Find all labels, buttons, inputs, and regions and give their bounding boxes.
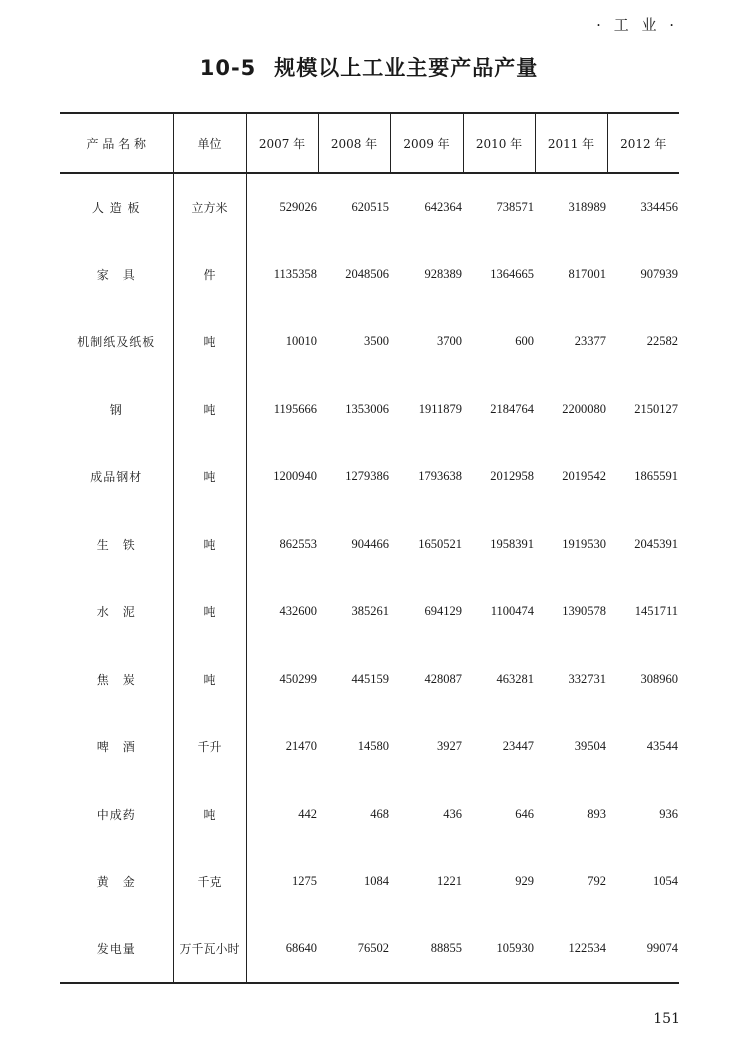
unit-cell: 千克	[173, 848, 246, 916]
table-title-text: 规模以上工业主要产品产量	[274, 56, 539, 80]
product-name-cell: 生 铁	[96, 537, 136, 552]
value-cell: 450299	[279, 671, 317, 686]
value-cell: 463281	[496, 671, 534, 686]
value-cell: 1865591	[634, 469, 678, 484]
value-cell: 1084	[364, 874, 389, 889]
header-unit: 单位	[173, 113, 246, 173]
value-cell: 385261	[351, 604, 389, 619]
value-cell: 1364665	[490, 266, 534, 281]
value-cell: 2019542	[562, 469, 606, 484]
header-year: 2011 年	[535, 113, 607, 173]
unit-cell: 吨	[173, 578, 246, 646]
value-cell: 929	[515, 874, 534, 889]
product-name-cell: 黄 金	[96, 875, 136, 890]
value-cell: 2045391	[634, 536, 678, 551]
value-cell: 646	[515, 806, 534, 821]
value-cell: 105930	[463, 916, 535, 984]
header-year: 2009 年	[390, 113, 463, 173]
value-cell: 2200080	[562, 401, 606, 416]
table-row	[60, 781, 679, 849]
value-cell: 39504	[574, 739, 606, 754]
unit-cell: 万千瓦小时	[173, 916, 246, 984]
value-cell: 928389	[424, 266, 462, 281]
value-cell: 428087	[424, 671, 462, 686]
value-cell: 76502	[318, 916, 390, 984]
value-cell: 1054	[653, 874, 678, 889]
value-cell: 23447	[502, 739, 534, 754]
value-cell: 308960	[640, 671, 678, 686]
product-name-cell: 发电量	[60, 916, 173, 984]
table-row	[60, 511, 679, 579]
value-cell: 3500	[364, 334, 389, 349]
value-cell: 68640	[246, 916, 318, 984]
product-name-cell: 水 泥	[96, 605, 136, 620]
table-title	[0, 52, 738, 82]
product-name-cell: 人 造 板	[91, 200, 141, 215]
value-cell: 600	[515, 334, 534, 349]
value-cell: 862553	[279, 536, 317, 551]
header-year: 2007 年	[246, 113, 318, 173]
table-row	[60, 646, 679, 714]
value-cell: 893	[587, 806, 606, 821]
unit-cell: 吨	[173, 781, 246, 849]
value-cell: 442	[298, 806, 317, 821]
product-output-table-container	[60, 112, 679, 984]
value-cell: 1451711	[634, 604, 678, 619]
value-cell: 1200940	[273, 469, 317, 484]
value-cell: 432600	[279, 604, 317, 619]
value-cell: 738571	[496, 199, 534, 214]
value-cell: 3700	[437, 334, 462, 349]
value-cell: 1353006	[345, 401, 389, 416]
value-cell: 1221	[437, 874, 462, 889]
value-cell: 2150127	[634, 401, 678, 416]
value-cell: 10010	[285, 334, 317, 349]
value-cell: 1135358	[273, 266, 317, 281]
section-header: · 工 业 ·	[596, 16, 678, 34]
unit-cell: 吨	[173, 646, 246, 714]
value-cell: 907939	[640, 266, 678, 281]
unit-cell: 吨	[173, 376, 246, 444]
value-cell: 318989	[568, 199, 606, 214]
value-cell: 1390578	[562, 604, 606, 619]
table-row	[60, 578, 679, 646]
value-cell: 1958391	[490, 536, 534, 551]
value-cell: 1279386	[345, 469, 389, 484]
unit-cell: 吨	[173, 511, 246, 579]
table-row	[60, 376, 679, 444]
value-cell: 2048506	[345, 266, 389, 281]
product-name-cell: 成品钢材	[90, 470, 143, 485]
value-cell: 436	[443, 806, 462, 821]
product-name-cell: 啤 酒	[96, 740, 136, 755]
value-cell: 792	[587, 874, 606, 889]
unit-cell: 立方米	[173, 173, 246, 241]
product-name-cell: 中成药	[96, 807, 136, 822]
header-year: 2010 年	[463, 113, 535, 173]
value-cell: 529026	[279, 199, 317, 214]
value-cell: 620515	[351, 199, 389, 214]
unit-cell: 千升	[173, 713, 246, 781]
value-cell: 122534	[535, 916, 607, 984]
header-year: 2012 年	[607, 113, 679, 173]
value-cell: 1650521	[418, 536, 462, 551]
product-name-cell: 家 具	[96, 267, 136, 282]
value-cell: 21470	[285, 739, 317, 754]
value-cell: 468	[370, 806, 389, 821]
table-row	[60, 848, 679, 916]
table-body	[60, 173, 679, 983]
value-cell: 1275	[292, 874, 317, 889]
value-cell: 817001	[568, 266, 606, 281]
table-row	[60, 443, 679, 511]
value-cell: 1195666	[273, 401, 317, 416]
value-cell: 642364	[424, 199, 462, 214]
value-cell: 88855	[390, 916, 463, 984]
table-row	[60, 173, 679, 241]
table-row	[60, 241, 679, 309]
value-cell: 99074	[607, 916, 679, 984]
value-cell: 14580	[357, 739, 389, 754]
table-row	[60, 916, 679, 984]
value-cell: 1919530	[562, 536, 606, 551]
header-product-name: 产 品 名 称	[60, 113, 173, 173]
value-cell: 445159	[351, 671, 389, 686]
value-cell: 694129	[424, 604, 462, 619]
value-cell: 334456	[640, 199, 678, 214]
value-cell: 1911879	[418, 401, 462, 416]
value-cell: 936	[659, 806, 678, 821]
product-output-table	[60, 112, 679, 984]
product-name-cell: 焦 炭	[96, 672, 136, 687]
product-name-cell: 机制纸及纸板	[77, 335, 156, 350]
value-cell: 332731	[568, 671, 606, 686]
value-cell: 2184764	[490, 401, 534, 416]
table-row	[60, 713, 679, 781]
value-cell: 43544	[646, 739, 678, 754]
header-year: 2008 年	[318, 113, 390, 173]
unit-cell: 件	[173, 241, 246, 309]
value-cell: 1100474	[490, 604, 534, 619]
unit-cell: 吨	[173, 308, 246, 376]
unit-cell: 吨	[173, 443, 246, 511]
header-row	[60, 113, 679, 173]
value-cell: 3927	[437, 739, 462, 754]
value-cell: 22582	[646, 334, 678, 349]
product-name-cell: 钢	[109, 402, 123, 417]
value-cell: 1793638	[418, 469, 462, 484]
table-row	[60, 308, 679, 376]
value-cell: 23377	[574, 334, 606, 349]
page-number: 151	[653, 1011, 680, 1027]
value-cell: 904466	[351, 536, 389, 551]
table-number: 10-5	[199, 56, 257, 80]
value-cell: 2012958	[490, 469, 534, 484]
